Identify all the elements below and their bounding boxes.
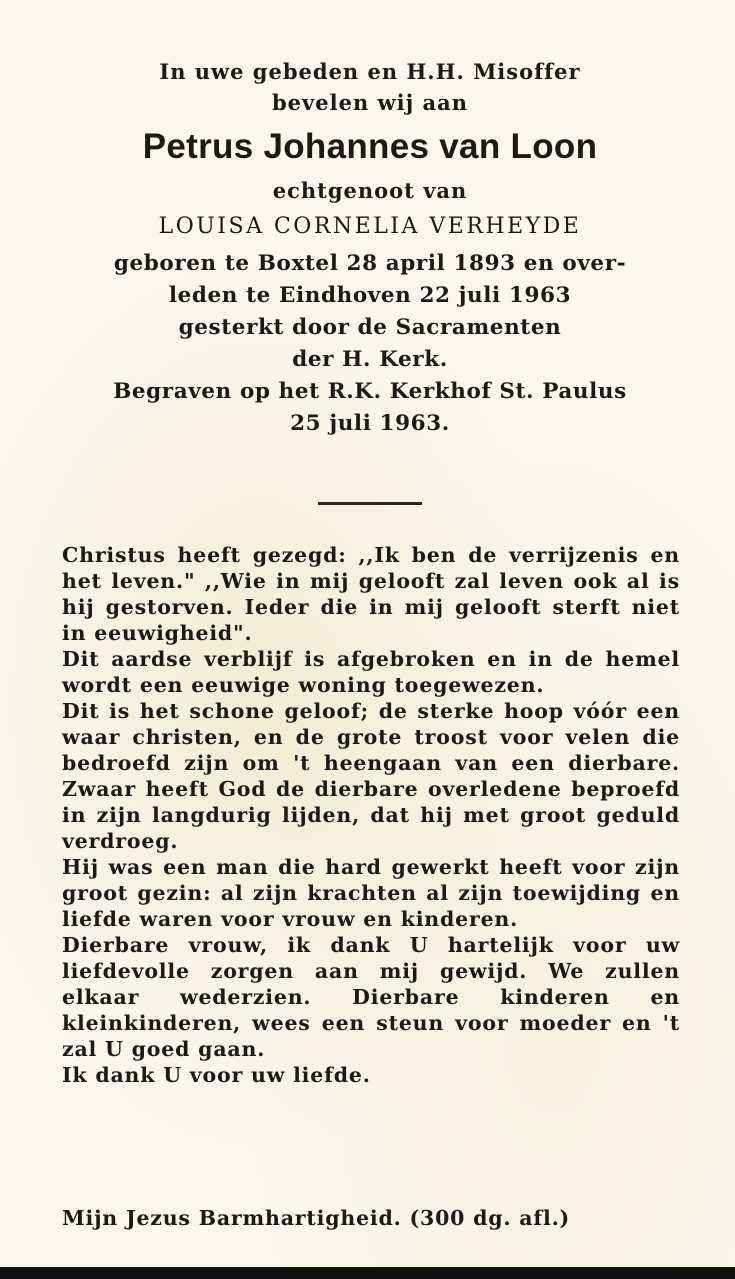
- invocation-line-1: In uwe gebeden en H.H. Misoffer: [159, 59, 581, 84]
- life-details: [40, 248, 700, 440]
- detail-line: 25 juli 1963.: [290, 411, 450, 436]
- closing-prayer: Mijn Jezus Barmhartigheid. (300 dg. afl.): [62, 1206, 571, 1230]
- eulogy-paragraph: Hij was een man die hard gewerkt heeft voor zijn groot gezin: al zijn krachten al zijn toewijding en liefde waren voor vrouw en kinderen.: [62, 855, 680, 931]
- card-header: [40, 56, 700, 440]
- invocation-line-2: bevelen wij aan: [272, 90, 468, 115]
- eulogy-paragraph: Dierbare vrouw, ik dank U hartelijk voor uw liefdevolle zorgen aan mij gewijd. We zullen elkaar wederzien. Dierbare kinderen en kleinkinderen, wees een steun voor moeder en 't zal U goed gaan.: [62, 933, 680, 1061]
- deceased-name: Petrus Johannes van Loon: [142, 127, 598, 166]
- eulogy-paragraph: Dit aardse verblijf is afgebroken en in de hemel wordt een eeuwige woning toegewezen.: [62, 647, 680, 697]
- spouse-intro: echtgenoot van: [272, 178, 468, 203]
- eulogy-paragraph: Dit is het schone geloof; de sterke hoop vóór een waar christen, en de grote troost voor velen die bedroefd zijn om 't heengaan van een dierbare. Zwaar heeft God de dierbare overledene beproefd in zijn langdurig lijden, dat hij met groot geduld verdroeg.: [62, 699, 680, 853]
- detail-line: der H. Kerk.: [292, 347, 448, 372]
- detail-line: gesterkt door de Sacramenten: [178, 315, 562, 340]
- detail-line: geboren te Boxtel 28 april 1893 en over-: [113, 251, 627, 276]
- card-bottom-edge: [0, 1267, 735, 1279]
- eulogy-paragraph: Ik dank U voor uw liefde.: [62, 1063, 371, 1087]
- eulogy-text: [62, 542, 680, 1088]
- divider-rule: [318, 502, 422, 505]
- detail-line: leden te Eindhoven 22 juli 1963: [168, 283, 572, 308]
- eulogy-paragraph: Christus heeft gezegd: ,,Ik ben de verrijzenis en het leven." ,,Wie in mij gelooft zal leven ook al is hij gestorven. Ieder die in mij gelooft sterft niet in eeuwigheid".: [62, 543, 680, 645]
- detail-line: Begraven op het R.K. Kerkhof St. Paulus: [113, 379, 627, 404]
- spouse-name: LOUISA CORNELIA VERHEYDE: [158, 214, 582, 239]
